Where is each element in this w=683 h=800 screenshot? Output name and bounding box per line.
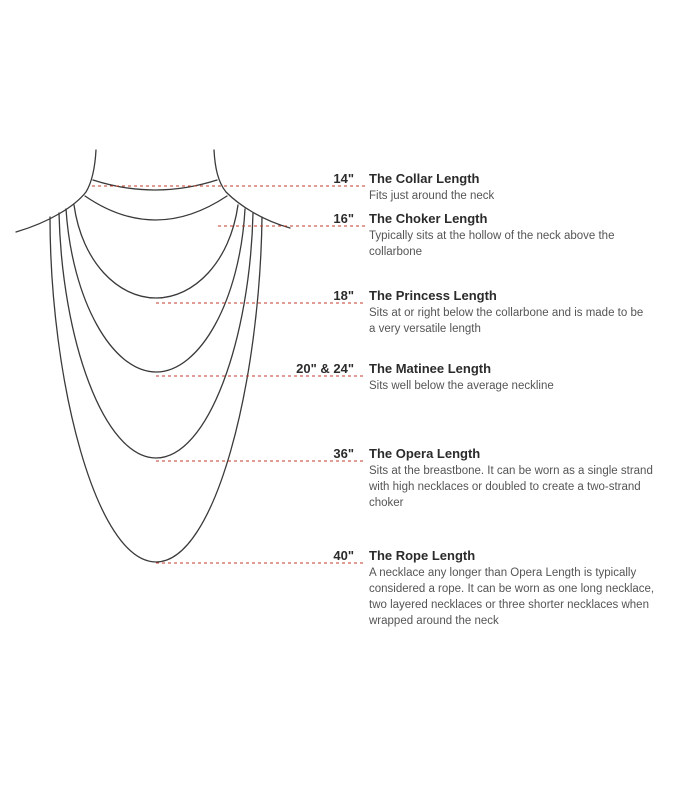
- length-title: The Opera Length: [369, 446, 481, 461]
- length-description: Sits well below the average neckline: [369, 380, 554, 392]
- length-title: The Princess Length: [369, 288, 497, 303]
- chain-matinee: [66, 209, 245, 372]
- neck-left-outline: [16, 150, 96, 232]
- length-description: Sits at the breastbone. It can be worn as a single strand with high necklaces or doubled to create a two-strand choker: [369, 465, 653, 509]
- length-description: Fits just around the neck: [369, 190, 495, 202]
- length-description: Typically sits at the hollow of the neck above the collarbone: [369, 230, 615, 258]
- length-title: The Collar Length: [369, 171, 480, 186]
- length-description: A necklace any longer than Opera Length is typically considered a rope. It can be worn as one long necklace, two layered necklaces or three shorter necklaces when wrapped around the neck: [369, 567, 655, 627]
- length-description: Sits at or right below the collarbone and is made to be a very versatile length: [369, 307, 644, 335]
- chain-rope: [50, 217, 262, 562]
- measure-label: 14": [333, 171, 354, 186]
- measure-label: 20" & 24": [296, 361, 354, 376]
- chain-choker: [85, 196, 227, 220]
- measure-label: 18": [333, 288, 354, 303]
- chain-collar: [93, 180, 217, 190]
- neck-right-outline: [214, 150, 290, 228]
- length-title: The Rope Length: [369, 548, 476, 563]
- length-title: The Matinee Length: [369, 361, 492, 376]
- chain-princess: [74, 205, 238, 298]
- length-title: The Choker Length: [369, 211, 488, 226]
- measure-label: 40": [333, 548, 354, 563]
- measure-label: 36": [333, 446, 354, 461]
- measure-label: 16": [333, 211, 354, 226]
